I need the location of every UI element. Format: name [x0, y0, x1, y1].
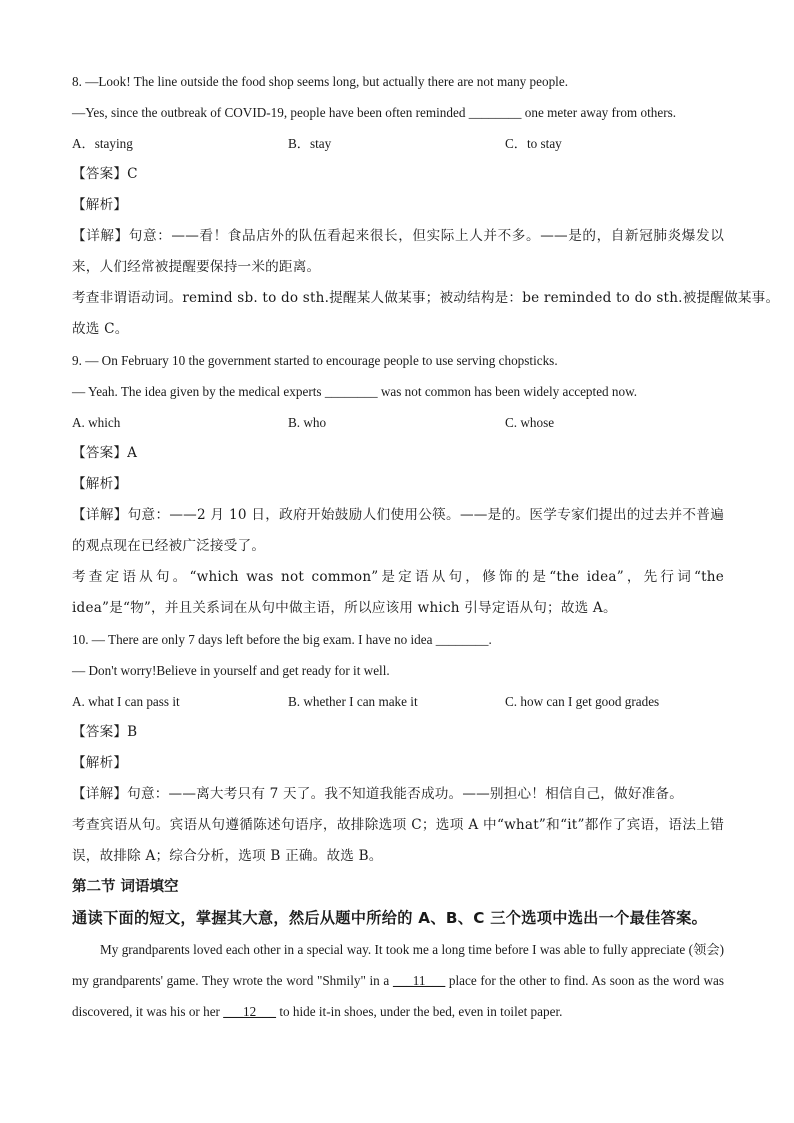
question-9-option-b: B. who: [288, 415, 327, 430]
question-8-options: [72, 128, 724, 159]
passage-part-3: to hide it-in shoes, under the bed, even in toilet paper.: [276, 1004, 563, 1019]
question-9-explain-1: 考查定语从句。“which was not common”是定语从句，修饰的是“the idea”，先行词“the idea”是“物”，并且关系词在从句中做主语，所以应该用 which 引导定语从句；故选 A。: [72, 569, 724, 616]
passage-part-1: My grandparents loved each other in a special way. It took me a long time before I was able to fully appreciate (领会) my grandparents' game. They wrote the word "Shmily" in a: [72, 942, 724, 988]
question-10-option-c: C. how can I get good grades: [505, 694, 660, 709]
passage-paragraph: [72, 934, 724, 1027]
question-10-option-a: A. what I can pass it: [72, 694, 180, 709]
question-8-stem-1: 8. —Look! The line outside the food shop seems long, but actually there are not many people.: [72, 74, 568, 89]
question-9-option-a: A. which: [72, 415, 121, 430]
question-10-stem-1: 10. — There are only 7 days left before the big exam. I have no idea ________.: [72, 632, 492, 647]
question-10-detail: 【详解】句意：——离大考只有 7 天了。我不知道我能否成功。——别担心！相信自己，做好准备。: [72, 786, 684, 802]
question-10-options: [72, 686, 724, 717]
question-9-analysis-label: 【解析】: [72, 476, 128, 492]
question-10-explain-1: 考查宾语从句。宾语从句遵循陈述句语序，故排除选项 C；选项 A 中“what”和“it”都作了宾语，语法上错误，故排除 A；综合分析，选项 B 正确。故选 B。: [72, 817, 724, 864]
question-8-analysis-label: 【解析】: [72, 197, 128, 213]
question-8-explain-1: 考查非谓语动词。remind sb. to do sth.提醒某人做某事；被动结构是：be reminded to do sth.被提醒做某事。: [72, 290, 780, 306]
blank-12: ___12___: [223, 1004, 277, 1019]
question-8-detail: 【详解】句意：——看！食品店外的队伍看起来很长，但实际上人并不多。——是的，自新冠肺炎爆发以来，人们经常被提醒要保持一米的距离。: [72, 228, 724, 275]
question-8-explain-2: 故选 C。: [72, 321, 129, 337]
question-10-answer: 【答案】B: [72, 724, 138, 740]
question-8-option-a: A．staying: [72, 136, 133, 151]
question-8-option-b: B．stay: [288, 136, 332, 151]
question-8-option-c: C．to stay: [505, 136, 562, 151]
question-10-analysis-label: 【解析】: [72, 755, 128, 771]
question-9-answer: 【答案】A: [72, 445, 138, 461]
question-10-option-b: B. whether I can make it: [288, 694, 418, 709]
question-9-option-c: C. whose: [505, 415, 555, 430]
question-9-stem-1: 9. — On February 10 the government started to encourage people to use serving chopsticks.: [72, 353, 558, 368]
document-page: [72, 66, 780, 1027]
question-8-answer: 【答案】C: [72, 166, 138, 182]
question-9-options: [72, 407, 724, 438]
blank-11: ___11___: [392, 973, 446, 988]
question-9-detail: 【详解】句意：——2 月 10 日，政府开始鼓励人们使用公筷。——是的。医学专家们提出的过去并不普遍的观点现在已经被广泛接受了。: [72, 507, 724, 554]
section-title: 第二节 词语填空: [72, 879, 179, 895]
question-9-stem-2: — Yeah. The idea given by the medical experts ________ was not common has been widely accepted now.: [72, 384, 638, 399]
section-instruction: 通读下面的短文，掌握其大意，然后从题中所给的 A、B、C 三个选项中选出一个最佳答案。: [72, 909, 708, 927]
question-10-stem-2: — Don't worry!Believe in yourself and get ready for it well.: [72, 663, 390, 678]
passage-part-2: place for the other to find. As soon as the word was discovered, it was his or her: [72, 973, 725, 1019]
question-8-stem-2: —Yes, since the outbreak of COVID-19, people have been often reminded ________ one meter away from others.: [72, 105, 677, 120]
